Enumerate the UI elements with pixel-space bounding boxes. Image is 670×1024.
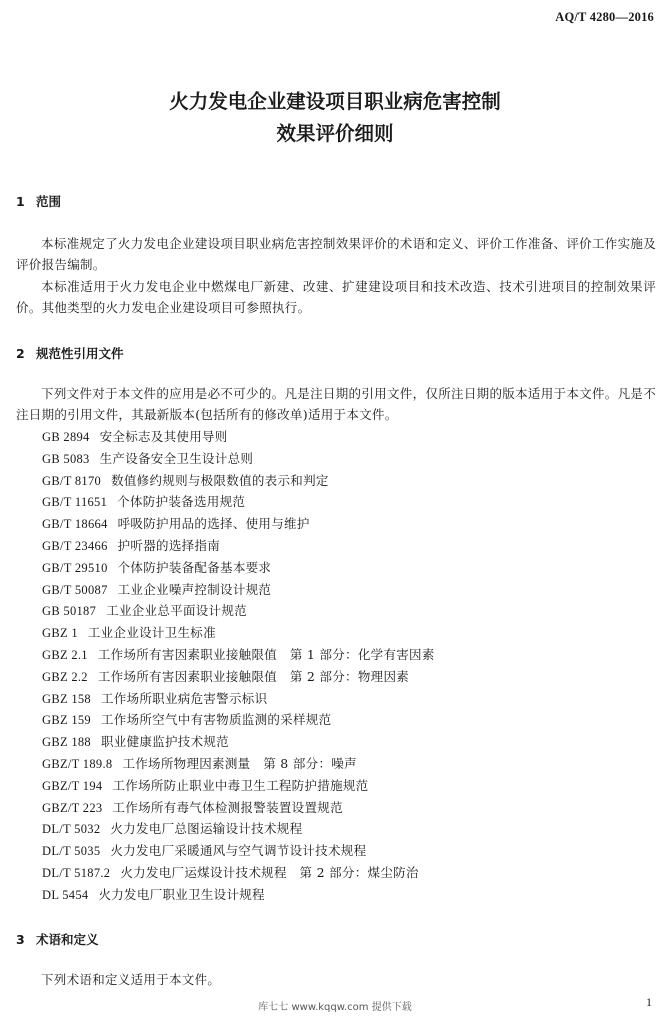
reference-code: DL/T 5187.2 bbox=[42, 865, 111, 880]
reference-item bbox=[42, 557, 435, 579]
reference-item bbox=[42, 775, 435, 797]
reference-code: GB/T 50087 bbox=[42, 582, 108, 597]
reference-item bbox=[42, 426, 435, 448]
section-title: 规范性引用文件 bbox=[36, 346, 124, 361]
reference-item bbox=[42, 470, 435, 492]
reference-title: 火力发电厂总图运输设计技术规程 bbox=[110, 821, 303, 837]
reference-title: 护听器的选择指南 bbox=[117, 537, 221, 553]
reference-item bbox=[42, 579, 435, 601]
section-number: 3 bbox=[16, 932, 25, 947]
section-title: 范围 bbox=[36, 194, 62, 209]
reference-item bbox=[42, 731, 435, 753]
reference-title: 火力发电厂采暖通风与空气调节设计技术规程 bbox=[110, 843, 367, 859]
reference-title: 数值修约规则与极限数值的表示和判定 bbox=[111, 472, 329, 488]
reference-code: GB/T 11651 bbox=[42, 495, 108, 510]
paragraph: 本标准规定了火力发电企业建设项目职业病危害控制效果评价的术语和定义、评价工作准备、评价工作实施及评价报告编制。 bbox=[16, 236, 656, 272]
reference-code: GBZ/T 189.8 bbox=[42, 756, 113, 771]
reference-code: GBZ/T 223 bbox=[42, 800, 103, 815]
reference-code: GB 5083 bbox=[42, 451, 90, 466]
reference-code: GB/T 23466 bbox=[42, 538, 108, 553]
section-2-heading bbox=[16, 344, 124, 362]
reference-title: 个体防护装备配备基本要求 bbox=[117, 559, 272, 575]
reference-code: DL/T 5032 bbox=[42, 822, 101, 837]
reference-item bbox=[42, 513, 435, 535]
reference-code: GBZ 2.1 bbox=[42, 647, 88, 662]
reference-title: 火力发电厂职业卫生设计规程 bbox=[98, 886, 265, 902]
paragraph: 下列文件对于本文件的应用是必不可少的。凡是注日期的引用文件，仅所注日期的版本适用于本文件。凡是不注日期的引用文件，其最新版本(包括所有的修改单)适用于本文件。 bbox=[16, 386, 656, 422]
reference-title: 工业企业总平面设计规范 bbox=[106, 603, 247, 619]
reference-item bbox=[42, 448, 435, 470]
reference-code: GBZ 188 bbox=[42, 735, 91, 750]
reference-title: 工作场所物理因素测量 第 8 部分：噪声 bbox=[122, 755, 357, 771]
paragraph: 下列术语和定义适用于本文件。 bbox=[41, 972, 221, 987]
reference-title: 职业健康监护技术规范 bbox=[100, 734, 229, 750]
reference-item bbox=[42, 666, 435, 688]
reference-item bbox=[42, 600, 435, 622]
section-number: 2 bbox=[16, 346, 25, 361]
reference-item bbox=[42, 535, 435, 557]
reference-code: GBZ 158 bbox=[42, 691, 91, 706]
reference-code: GB 2894 bbox=[42, 430, 90, 444]
reference-item bbox=[42, 644, 435, 666]
reference-code: DL/T 5035 bbox=[42, 844, 101, 859]
reference-code: GB/T 18664 bbox=[42, 517, 108, 532]
paragraph: 本标准适用于火力发电企业中燃煤电厂新建、改建、扩建建设项目和技术改造、技术引进项目的控制效果评价。其他类型的火力发电企业建设项目可参照执行。 bbox=[16, 279, 656, 315]
reference-title: 工作场所空气中有害物质监测的采样规范 bbox=[100, 712, 332, 728]
section-1-heading bbox=[16, 192, 61, 210]
reference-item bbox=[42, 818, 435, 840]
reference-code: GBZ 1 bbox=[42, 626, 78, 641]
reference-item bbox=[42, 688, 435, 710]
reference-title: 安全标志及其使用导则 bbox=[99, 429, 228, 444]
reference-title: 工作场所有毒气体检测报警装置设置规范 bbox=[112, 799, 343, 815]
reference-code: DL 5454 bbox=[42, 887, 89, 902]
section-title: 术语和定义 bbox=[36, 932, 99, 947]
section-number: 1 bbox=[16, 194, 25, 209]
document-title-line-1: 火力发电企业建设项目职业病危害控制 bbox=[169, 90, 501, 113]
reference-code: GBZ 2.2 bbox=[42, 669, 88, 684]
page-number: 1 bbox=[646, 995, 652, 1009]
reference-title: 呼吸防护用品的选择、使用与维护 bbox=[117, 516, 310, 532]
reference-title: 个体防护装备选用规范 bbox=[117, 494, 246, 510]
reference-title: 工作场所防止职业中毒卫生工程防护措施规范 bbox=[112, 777, 369, 793]
reference-title: 工作场所有害因素职业接触限值 第 2 部分：物理因素 bbox=[97, 668, 410, 684]
reference-item bbox=[42, 840, 435, 862]
section-3-heading bbox=[16, 930, 99, 948]
reference-title: 工作场所职业病危害警示标识 bbox=[100, 690, 268, 706]
normative-reference-list bbox=[42, 426, 435, 906]
reference-code: GB 50187 bbox=[42, 604, 97, 619]
download-watermark: 库七七 www.kqqw.com 提供下载 bbox=[258, 1002, 412, 1013]
reference-item bbox=[42, 797, 435, 819]
reference-item bbox=[42, 862, 435, 884]
reference-code: GBZ 159 bbox=[42, 713, 91, 728]
reference-item bbox=[42, 622, 435, 644]
reference-item bbox=[42, 709, 435, 731]
document-title-line-2: 效果评价细则 bbox=[276, 122, 394, 145]
reference-title: 工业企业设计卫生标准 bbox=[87, 625, 216, 641]
standard-code: AQ/T 4280—2016 bbox=[555, 10, 654, 24]
reference-title: 生产设备安全卫生设计总则 bbox=[99, 450, 254, 466]
reference-item bbox=[42, 884, 435, 906]
reference-title: 火力发电厂运煤设计技术规程 第 2 部分：煤尘防治 bbox=[120, 864, 419, 880]
reference-title: 工作场所有害因素职业接触限值 第 1 部分：化学有害因素 bbox=[97, 646, 435, 662]
reference-code: GB/T 29510 bbox=[42, 560, 108, 575]
reference-code: GB/T 8170 bbox=[42, 473, 102, 488]
reference-item bbox=[42, 753, 435, 775]
reference-title: 工业企业噪声控制设计规范 bbox=[117, 581, 272, 597]
reference-code: GBZ/T 194 bbox=[42, 778, 103, 793]
reference-item bbox=[42, 491, 435, 513]
